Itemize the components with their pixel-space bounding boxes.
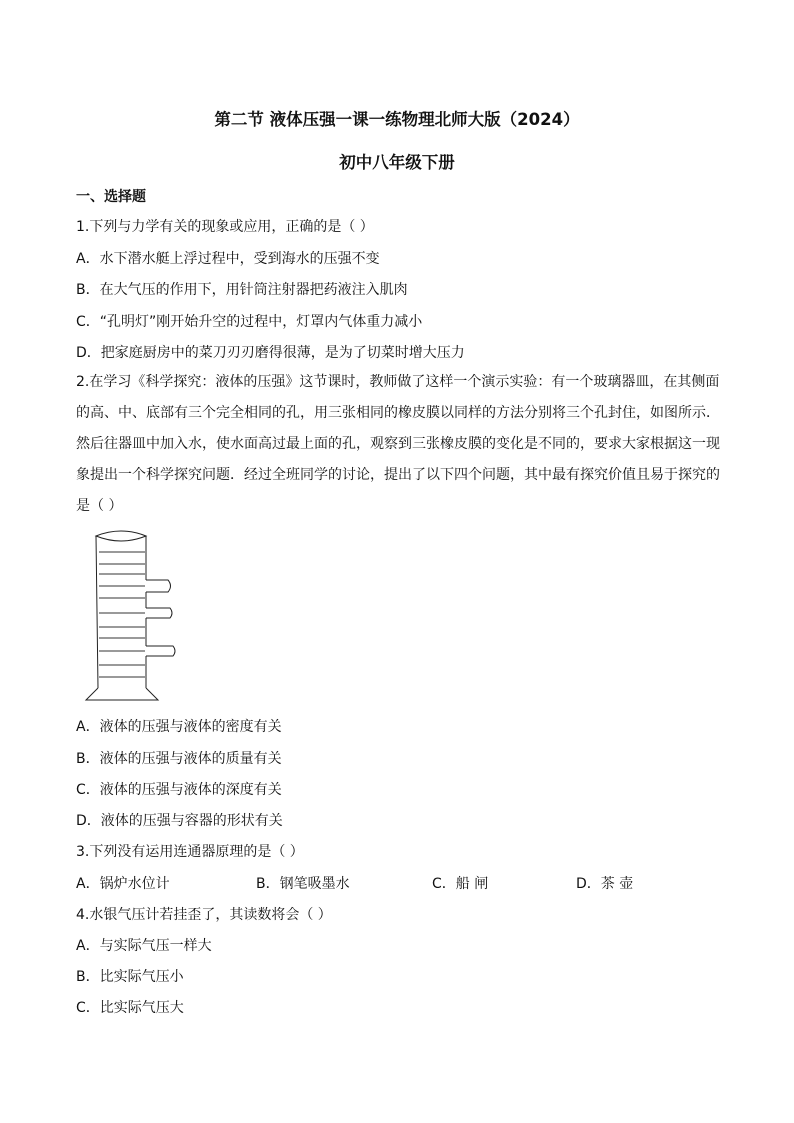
- vessel-opening: [96, 531, 146, 541]
- question-3-option-b: B．钢笔吸墨水: [256, 876, 350, 892]
- question-2-option-a: A．液体的压强与液体的密度有关: [76, 719, 282, 735]
- question-3-option-a: A．锅炉水位计: [76, 876, 170, 892]
- question-4-option-c: C．比实际气压大: [76, 1000, 184, 1016]
- question-2-option-c: C．液体的压强与液体的深度有关: [76, 782, 282, 798]
- question-2-stem: 2.在学习《科学探究：液体的压强》这节课时，教师做了这样一个演示实验：有一个玻璃器皿，在其侧面的高、中、底部有三个完全相同的孔，用三张相同的橡皮膜以同样的方法分别将三个孔封住，如图所示．然后往器皿中加入水，使水面高过最上面的孔，观察到三张橡皮膜的变化是不同的，要求大家根据这一现象提出一个科学探究问题．经过全班同学的讨论，提出了以下四个问题，其中最有探究价值且易于探究的是（ ）: [76, 374, 720, 514]
- question-2-option-b: B．液体的压强与液体的质量有关: [76, 751, 282, 767]
- page-subtitle: 初中八年级下册: [339, 153, 455, 172]
- question-1-stem: 1.下列与力学有关的现象或应用，正确的是（ ）: [76, 219, 374, 235]
- middle-hole-tube: [146, 608, 172, 618]
- question-2-option-d: D．液体的压强与容器的形状有关: [76, 813, 283, 829]
- top-hole-tube: [146, 580, 171, 592]
- vessel-base: [86, 688, 158, 700]
- question-1-option-a: A．水下潜水艇上浮过程中，受到海水的压强不变: [76, 251, 380, 267]
- question-4-option-a: A．与实际气压一样大: [76, 938, 212, 954]
- glass-vessel-figure: [76, 528, 186, 703]
- question-1-option-d: D．把家庭厨房中的菜刀刃刃磨得很薄，是为了切菜时增大压力: [76, 345, 465, 361]
- question-4-option-b: B．比实际气压小: [76, 969, 184, 985]
- question-3-option-c: C．船 闸: [432, 876, 489, 892]
- question-3-stem: 3.下列没有运用连通器原理的是（ ）: [76, 844, 304, 860]
- question-4-stem: 4.水银气压计若挂歪了，其读数将会（ ）: [76, 907, 332, 923]
- bottom-hole-tube: [146, 646, 175, 656]
- question-1-option-c: C．“孔明灯”刚开始升空的过程中，灯罩内气体重力减小: [76, 314, 423, 330]
- section-heading: 一、选择题: [76, 189, 146, 205]
- question-1-option-b: B．在大气压的作用下，用针筒注射器把药液注入肌肉: [76, 282, 408, 298]
- question-3-option-d: D．茶 壶: [576, 876, 634, 892]
- page-title: 第二节 液体压强一课一练物理北师大版（2024）: [214, 110, 580, 129]
